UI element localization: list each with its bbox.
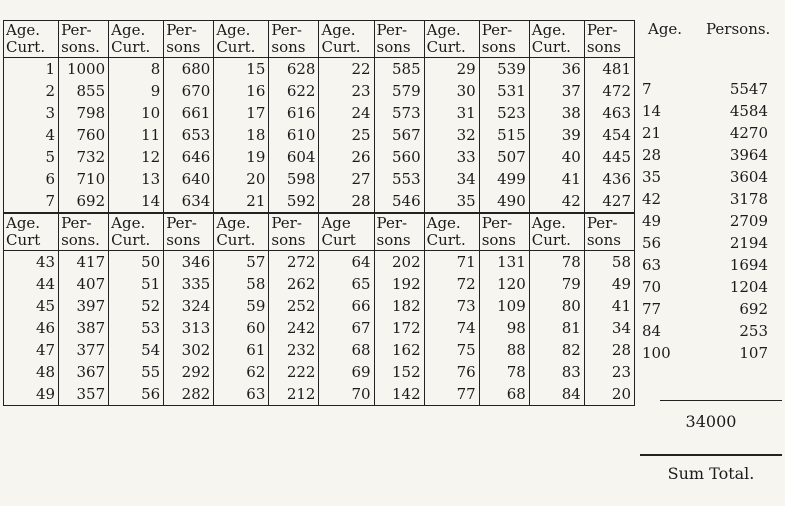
summary-persons-label: Persons. [706, 20, 771, 38]
persons-cell: 58 [584, 251, 634, 274]
age-cell: 26 [319, 146, 374, 168]
persons-cell: 463 [584, 102, 634, 124]
age-cell: 14 [109, 190, 164, 213]
age-cell: 20 [214, 168, 269, 190]
persons-cell: 49 [584, 273, 634, 295]
summary-persons: 3604 [729, 168, 768, 186]
age-cell: 63 [214, 383, 269, 406]
age-cell: 50 [109, 251, 164, 274]
persons-cell: 515 [479, 124, 529, 146]
sum-rule [640, 454, 782, 456]
summary-age: 21 [642, 124, 662, 142]
persons-header: Per- sons [584, 21, 634, 58]
age-cell: 56 [109, 383, 164, 406]
persons-cell: 397 [59, 295, 109, 317]
persons-cell: 41 [584, 295, 634, 317]
age-cell: 47 [4, 339, 59, 361]
persons-cell: 732 [59, 146, 109, 168]
persons-cell: 692 [59, 190, 109, 213]
age-cell: 33 [424, 146, 479, 168]
persons-cell: 610 [269, 124, 319, 146]
persons-cell: 546 [374, 190, 424, 213]
persons-cell: 653 [164, 124, 214, 146]
age-cell: 61 [214, 339, 269, 361]
age-cell: 13 [109, 168, 164, 190]
age-cell: 19 [214, 146, 269, 168]
persons-cell: 109 [479, 295, 529, 317]
age-cell: 11 [109, 124, 164, 146]
age-cell: 37 [529, 80, 584, 102]
persons-cell: 592 [269, 190, 319, 213]
persons-cell: 579 [374, 80, 424, 102]
age-cell: 31 [424, 102, 479, 124]
persons-cell: 172 [374, 317, 424, 339]
header-row [4, 21, 635, 58]
age-cell: 65 [319, 273, 374, 295]
table-row [4, 295, 635, 317]
summary-persons: 1204 [729, 278, 768, 296]
persons-cell: 262 [269, 273, 319, 295]
table-row [4, 124, 635, 146]
header-row [4, 213, 635, 251]
age-cell: 21 [214, 190, 269, 213]
persons-cell: 427 [584, 190, 634, 213]
age-cell: 53 [109, 317, 164, 339]
age-cell: 41 [529, 168, 584, 190]
summary-row [640, 100, 782, 122]
age-cell: 34 [424, 168, 479, 190]
age-cell: 24 [319, 102, 374, 124]
age-cell: 9 [109, 80, 164, 102]
age-cell: 7 [4, 190, 59, 213]
age-cell: 54 [109, 339, 164, 361]
age-cell: 59 [214, 295, 269, 317]
age-cell: 60 [214, 317, 269, 339]
age-cell: 73 [424, 295, 479, 317]
persons-cell: 646 [164, 146, 214, 168]
age-cell: 69 [319, 361, 374, 383]
persons-cell: 567 [374, 124, 424, 146]
summary-row [640, 144, 782, 166]
persons-header: Per- sons [584, 213, 634, 251]
age-cell: 1 [4, 58, 59, 81]
age-cell: 80 [529, 295, 584, 317]
total-rule [660, 400, 782, 401]
age-cell: 70 [319, 383, 374, 406]
age-cell: 3 [4, 102, 59, 124]
age-cell: 55 [109, 361, 164, 383]
persons-cell: 335 [164, 273, 214, 295]
age-header: Age. Curt. [529, 213, 584, 251]
persons-cell: 760 [59, 124, 109, 146]
persons-cell: 78 [479, 361, 529, 383]
age-cell: 49 [4, 383, 59, 406]
persons-header: Per- sons [164, 21, 214, 58]
summary-age: 42 [642, 190, 662, 208]
persons-cell: 282 [164, 383, 214, 406]
persons-cell: 407 [59, 273, 109, 295]
persons-header: Per- sons. [59, 213, 109, 251]
persons-cell: 634 [164, 190, 214, 213]
age-cell: 84 [529, 383, 584, 406]
table-row [4, 168, 635, 190]
persons-cell: 573 [374, 102, 424, 124]
persons-cell: 28 [584, 339, 634, 361]
age-cell: 82 [529, 339, 584, 361]
persons-cell: 131 [479, 251, 529, 274]
persons-cell: 152 [374, 361, 424, 383]
age-cell: 57 [214, 251, 269, 274]
summary-persons: 253 [739, 322, 768, 340]
persons-cell: 357 [59, 383, 109, 406]
persons-cell: 202 [374, 251, 424, 274]
persons-cell: 232 [269, 339, 319, 361]
age-header: Age. Curt. [4, 21, 59, 58]
summary-age: 49 [642, 212, 662, 230]
table-row [4, 339, 635, 361]
age-cell: 35 [424, 190, 479, 213]
age-cell: 77 [424, 383, 479, 406]
persons-cell: 98 [479, 317, 529, 339]
persons-cell: 585 [374, 58, 424, 81]
persons-cell: 252 [269, 295, 319, 317]
age-cell: 40 [529, 146, 584, 168]
age-cell: 8 [109, 58, 164, 81]
summary-row [640, 320, 782, 342]
age-header: Age. Curt. [109, 21, 164, 58]
age-cell: 12 [109, 146, 164, 168]
age-header: Age Curt [319, 213, 374, 251]
age-cell: 81 [529, 317, 584, 339]
summary-persons: 2194 [729, 234, 768, 252]
sum-total-label: Sum Total. [667, 464, 755, 483]
age-header: Age. Curt [4, 213, 59, 251]
persons-header: Per- sons [374, 21, 424, 58]
age-cell: 2 [4, 80, 59, 102]
age-cell: 71 [424, 251, 479, 274]
age-cell: 72 [424, 273, 479, 295]
table-row [4, 58, 635, 81]
age-cell: 48 [4, 361, 59, 383]
age-header: Age. Curt. [109, 213, 164, 251]
age-cell: 6 [4, 168, 59, 190]
age-cell: 30 [424, 80, 479, 102]
age-cell: 74 [424, 317, 479, 339]
persons-cell: 120 [479, 273, 529, 295]
summary-persons: 692 [739, 300, 768, 318]
age-cell: 25 [319, 124, 374, 146]
table-row [4, 102, 635, 124]
summary-age: 84 [642, 322, 662, 340]
summary-age: 56 [642, 234, 662, 252]
persons-cell: 855 [59, 80, 109, 102]
age-cell: 28 [319, 190, 374, 213]
age-cell: 58 [214, 273, 269, 295]
age-cell: 66 [319, 295, 374, 317]
age-header: Age. Curt. [214, 213, 269, 251]
age-cell: 23 [319, 80, 374, 102]
persons-cell: 162 [374, 339, 424, 361]
age-cell: 52 [109, 295, 164, 317]
summary-persons: 3964 [729, 146, 768, 164]
persons-cell: 436 [584, 168, 634, 190]
persons-header: Per- sons [374, 213, 424, 251]
age-cell: 46 [4, 317, 59, 339]
summary-age-label: Age. [648, 20, 683, 38]
summary-age: 70 [642, 278, 662, 296]
summary-row [640, 188, 782, 210]
age-cell: 29 [424, 58, 479, 81]
persons-header: Per- sons [479, 213, 529, 251]
age-cell: 76 [424, 361, 479, 383]
persons-cell: 523 [479, 102, 529, 124]
summary-age: 7 [642, 80, 652, 98]
persons-header: Per- sons [479, 21, 529, 58]
persons-cell: 616 [269, 102, 319, 124]
age-header: Age. Curt. [424, 213, 479, 251]
persons-cell: 20 [584, 383, 634, 406]
age-cell: 42 [529, 190, 584, 213]
age-cell: 10 [109, 102, 164, 124]
summary-persons: 107 [739, 344, 768, 362]
persons-cell: 182 [374, 295, 424, 317]
summary-age: 35 [642, 168, 662, 186]
persons-cell: 472 [584, 80, 634, 102]
persons-cell: 640 [164, 168, 214, 190]
persons-cell: 628 [269, 58, 319, 81]
age-header: Age. Curt. [529, 21, 584, 58]
age-cell: 27 [319, 168, 374, 190]
table-row [4, 251, 635, 274]
summary-row [640, 210, 782, 232]
persons-cell: 499 [479, 168, 529, 190]
summary-row [640, 166, 782, 188]
persons-cell: 346 [164, 251, 214, 274]
age-header: Age. Curt. [319, 21, 374, 58]
table-row [4, 383, 635, 406]
summary-persons: 4584 [729, 102, 768, 120]
summary-total: 34000 [685, 412, 737, 431]
persons-cell: 272 [269, 251, 319, 274]
age-cell: 45 [4, 295, 59, 317]
summary-age: 28 [642, 146, 662, 164]
persons-cell: 142 [374, 383, 424, 406]
persons-header: Per- sons [164, 213, 214, 251]
age-cell: 38 [529, 102, 584, 124]
age-cell: 32 [424, 124, 479, 146]
persons-cell: 481 [584, 58, 634, 81]
persons-cell: 34 [584, 317, 634, 339]
persons-cell: 560 [374, 146, 424, 168]
persons-cell: 798 [59, 102, 109, 124]
persons-cell: 68 [479, 383, 529, 406]
age-cell: 68 [319, 339, 374, 361]
age-cell: 51 [109, 273, 164, 295]
summary-row [640, 254, 782, 276]
summary-row [640, 342, 782, 364]
persons-cell: 490 [479, 190, 529, 213]
table-row [4, 146, 635, 168]
persons-cell: 454 [584, 124, 634, 146]
summary-persons: 3178 [729, 190, 768, 208]
persons-cell: 1000 [59, 58, 109, 81]
age-cell: 22 [319, 58, 374, 81]
summary-age: 77 [642, 300, 662, 318]
persons-cell: 622 [269, 80, 319, 102]
persons-cell: 604 [269, 146, 319, 168]
age-cell: 16 [214, 80, 269, 102]
persons-cell: 553 [374, 168, 424, 190]
age-header: Age. Curt. [424, 21, 479, 58]
persons-cell: 387 [59, 317, 109, 339]
persons-cell: 661 [164, 102, 214, 124]
persons-cell: 242 [269, 317, 319, 339]
summary-row [640, 298, 782, 320]
table-row [4, 317, 635, 339]
persons-header: Per- sons. [59, 21, 109, 58]
persons-cell: 292 [164, 361, 214, 383]
summary-age: 63 [642, 256, 662, 274]
persons-cell: 377 [59, 339, 109, 361]
summary-row [640, 78, 782, 100]
persons-cell: 531 [479, 80, 529, 102]
persons-cell: 598 [269, 168, 319, 190]
persons-cell: 539 [479, 58, 529, 81]
table-row [4, 361, 635, 383]
persons-cell: 88 [479, 339, 529, 361]
table-row [4, 273, 635, 295]
summary-persons: 1694 [729, 256, 768, 274]
summary-persons: 2709 [729, 212, 768, 230]
persons-cell: 212 [269, 383, 319, 406]
summary-row [640, 276, 782, 298]
summary-age: 14 [642, 102, 662, 120]
table-row [4, 80, 635, 102]
age-header: Age. Curt. [214, 21, 269, 58]
persons-cell: 192 [374, 273, 424, 295]
age-cell: 15 [214, 58, 269, 81]
age-cell: 4 [4, 124, 59, 146]
persons-cell: 367 [59, 361, 109, 383]
persons-cell: 23 [584, 361, 634, 383]
age-cell: 83 [529, 361, 584, 383]
summary-row [640, 232, 782, 254]
age-cell: 75 [424, 339, 479, 361]
summary-age: 100 [642, 344, 671, 362]
age-cell: 64 [319, 251, 374, 274]
summary-row [640, 122, 782, 144]
persons-header: Per- sons [269, 213, 319, 251]
summary-persons: 4270 [729, 124, 768, 142]
age-cell: 36 [529, 58, 584, 81]
age-cell: 79 [529, 273, 584, 295]
summary-panel [640, 16, 782, 496]
persons-header: Per- sons [269, 21, 319, 58]
persons-cell: 313 [164, 317, 214, 339]
age-cell: 17 [214, 102, 269, 124]
persons-cell: 222 [269, 361, 319, 383]
persons-cell: 710 [59, 168, 109, 190]
age-cell: 62 [214, 361, 269, 383]
summary-rows [640, 78, 782, 364]
age-cell: 44 [4, 273, 59, 295]
age-cell: 67 [319, 317, 374, 339]
age-cell: 43 [4, 251, 59, 274]
table-row [4, 190, 635, 213]
persons-cell: 670 [164, 80, 214, 102]
age-cell: 18 [214, 124, 269, 146]
summary-persons: 5547 [729, 80, 768, 98]
persons-cell: 324 [164, 295, 214, 317]
persons-cell: 680 [164, 58, 214, 81]
persons-cell: 507 [479, 146, 529, 168]
persons-cell: 445 [584, 146, 634, 168]
persons-cell: 417 [59, 251, 109, 274]
life-table [3, 20, 635, 406]
persons-cell: 302 [164, 339, 214, 361]
age-cell: 78 [529, 251, 584, 274]
age-cell: 39 [529, 124, 584, 146]
age-cell: 5 [4, 146, 59, 168]
